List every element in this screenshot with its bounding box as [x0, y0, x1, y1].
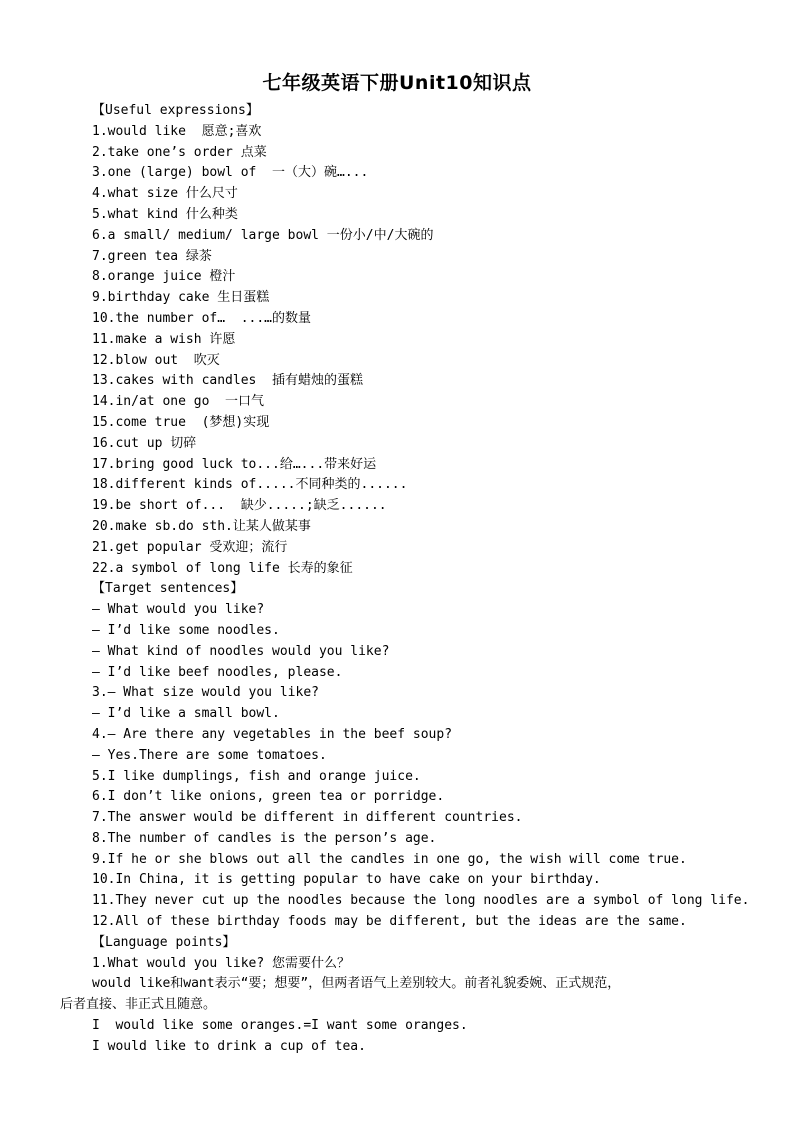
sentence-item: — What would you like?	[92, 602, 265, 618]
language-point-item: 1.What would you like? 您需要什么？	[92, 955, 351, 971]
sentence-item: — I’d like some noodles.	[92, 622, 280, 638]
language-point-item: I would like to drink a cup of tea.	[92, 1038, 366, 1054]
sentence-item: — Yes.There are some tomatoes.	[92, 747, 327, 763]
sentence-item: — I’d like beef noodles, please.	[92, 664, 343, 680]
expression-item: 1.would like 愿意;喜欢	[92, 123, 262, 139]
document-title: 七年级英语下册Unit10知识点	[262, 72, 532, 94]
expression-item: 5.what kind 什么种类	[92, 206, 238, 222]
sentence-item: 5.I like dumplings, fish and orange juice.	[92, 768, 421, 784]
expression-item: 19.be short of... 缺少.....;缺乏......	[92, 498, 387, 514]
language-point-item: would like和want表示“要；想要”，但两者语气上差别较大。前者礼貌委婉、正式规范，	[92, 976, 621, 992]
expression-item: 10.the number of… ...…的数量	[92, 310, 312, 326]
expression-item: 14.in/at one go 一口气	[92, 394, 265, 410]
expression-item: 12.blow out 吹灭	[92, 352, 220, 368]
expression-item: 20.make sb.do sth.让某人做某事	[92, 518, 311, 534]
expression-item: 3.one (large) bowl of 一（大）碗…...	[92, 165, 369, 181]
section-heading-target-sentences: 【Target sentences】	[92, 581, 244, 597]
expression-item: 6.a small/ medium/ large bowl 一份小/中/大碗的	[92, 227, 434, 243]
expression-item: 21.get popular 受欢迎；流行	[92, 539, 288, 555]
sentence-item: 10.In China, it is getting popular to have cake on your birthday.	[92, 872, 601, 888]
expression-item: 8.orange juice 橙汁	[92, 269, 236, 285]
document-body	[0, 101, 794, 1058]
expression-item: 9.birthday cake 生日蛋糕	[92, 290, 270, 306]
sentence-item: 3.— What size would you like?	[92, 685, 319, 701]
expression-item: 16.cut up 切碎	[92, 435, 197, 451]
sentence-item: 6.I don’t like onions, green tea or porridge.	[92, 789, 445, 805]
sentence-item: 11.They never cut up the noodles because the long noodles are a symbol of long life.	[92, 893, 750, 909]
expression-item: 7.green tea 绿茶	[92, 248, 212, 264]
language-point-item: 后者直接、非正式且随意。	[60, 997, 217, 1013]
expression-item: 11.make a wish 许愿	[92, 331, 236, 347]
expression-item: 15.come true (梦想)实现	[92, 414, 270, 430]
expression-item: 22.a symbol of long life 长寿的象征	[92, 560, 353, 576]
sentence-item: 7.The answer would be different in different countries.	[92, 810, 523, 826]
sentence-item: — What kind of noodles would you like?	[92, 643, 390, 659]
language-point-item: I would like some oranges.=I want some oranges.	[92, 1018, 468, 1034]
section-heading-useful-expressions: 【Useful expressions】	[92, 103, 259, 118]
sentence-item: 9.If he or she blows out all the candles in one go, the wish will come true.	[92, 851, 687, 867]
expression-item: 17.bring good luck to...给…...带来好运	[92, 456, 377, 472]
expression-item: 4.what size 什么尺寸	[92, 186, 238, 202]
sentence-item: 12.All of these birthday foods may be different, but the ideas are the same.	[92, 914, 687, 930]
sentence-item: — I’d like a small bowl.	[92, 706, 280, 722]
sentence-item: 4.— Are there any vegetables in the beef soup?	[92, 726, 453, 742]
expression-item: 18.different kinds of.....不同种类的......	[92, 477, 408, 493]
expression-item: 2.take one’s order 点菜	[92, 144, 267, 160]
sentence-item: 8.The number of candles is the person’s age.	[92, 830, 437, 846]
expression-item: 13.cakes with candles 插有蜡烛的蛋糕	[92, 373, 364, 389]
section-heading-language-points: 【Language points】	[92, 934, 236, 950]
